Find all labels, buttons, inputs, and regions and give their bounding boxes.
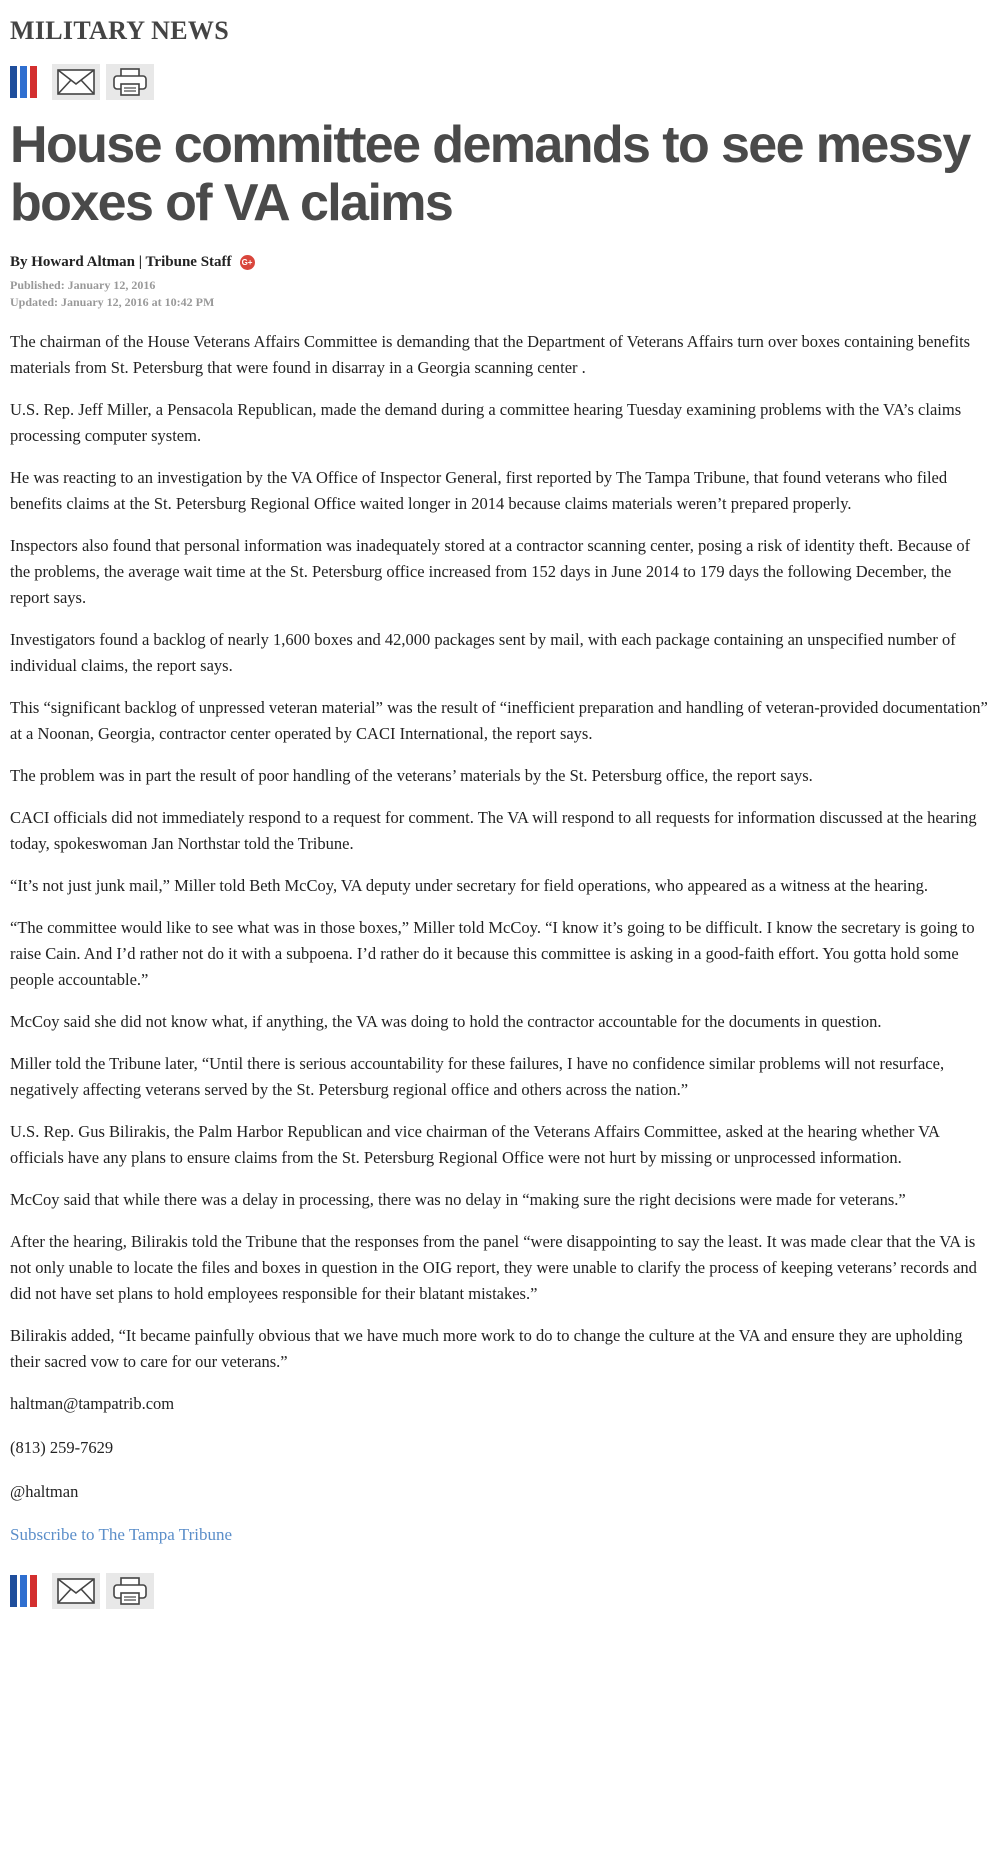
article-paragraph: CACI officials did not immediately respond to a request for comment. The VA will respond to all requests for information discussed at the hearing today, spokeswoman Jan Northstar told the Tribune.: [10, 808, 977, 853]
author-phone: (813) 259-7629: [10, 1438, 114, 1457]
article-paragraph: U.S. Rep. Gus Bilirakis, the Palm Harbor Republican and vice chairman of the Veterans Affairs Committee, asked at the hearing whether VA officials have any plans to ensure claims from the St. Petersburg Regional Office were not hurt by missing or unprocessed information.: [10, 1122, 939, 1167]
byline: By Howard Altman | Tribune Staff: [10, 254, 232, 270]
email-icon[interactable]: [52, 64, 100, 100]
article-paragraph: U.S. Rep. Jeff Miller, a Pensacola Republican, made the demand during a committee hearing Tuesday examining problems with the VA’s claims processing computer system.: [10, 400, 962, 445]
share-bar-segment: [10, 1575, 17, 1607]
article-paragraph: Bilirakis added, “It became painfully obvious that we have much more work to do to change the culture at the VA and ensure they are upholding their sacred vow to care for our veterans.”: [10, 1326, 963, 1371]
headline: House committee demands to see messy boxes of VA claims: [10, 116, 970, 232]
share-bar-segment: [30, 1575, 37, 1607]
share-bar-top: [10, 64, 990, 100]
article-paragraph: The problem was in part the result of poor handling of the veterans’ materials by the St. Petersburg office, the report says.: [10, 766, 813, 785]
author-email: haltman@tampatrib.com: [10, 1394, 175, 1413]
article-paragraph: After the hearing, Bilirakis told the Tribune that the responses from the panel “were disappointing to say the least. It was made clear that the VA is not only unable to locate the files and boxes in question in the OIG report, they were unable to clarify the process of keeping veterans’ records and did not have set plans to hold employees responsible for their blatant mistakes.”: [10, 1232, 977, 1303]
share-bars-icon[interactable]: [10, 64, 46, 100]
print-icon[interactable]: [106, 64, 154, 100]
share-bar-segment: [20, 66, 27, 98]
article-paragraph: This “significant backlog of unpressed veteran material” was the result of “inefficient preparation and handling of veteran-provided documentation” at a Noonan, Georgia, contractor center operated by CACI International, the report says.: [10, 698, 988, 743]
email-icon[interactable]: [52, 1573, 100, 1609]
share-bars-icon[interactable]: [10, 1573, 46, 1609]
article-paragraph: He was reacting to an investigation by the VA Office of Inspector General, first reported by The Tampa Tribune, that found veterans who filed benefits claims at the St. Petersburg Regional Office waited longer in 2014 because claims materials weren’t prepared properly.: [10, 468, 948, 513]
share-bar-segment: [20, 1575, 27, 1607]
updated-date: Updated: January 12, 2016 at 10:42 PM: [10, 295, 215, 309]
article-paragraph: The chairman of the House Veterans Affairs Committee is demanding that the Department of Veterans Affairs turn over boxes containing benefits materials from St. Petersburg that were found in disarray in a Georgia scanning center .: [10, 332, 971, 377]
article-paragraph: McCoy said that while there was a delay in processing, there was no delay in “making sure the right decisions were made for veterans.”: [10, 1190, 906, 1209]
byline-row: [10, 254, 990, 271]
share-bar-segment: [30, 66, 37, 98]
author-handle: @haltman: [10, 1482, 79, 1501]
article-paragraph: Miller told the Tribune later, “Until there is serious accountability for these failures, I have no confidence similar problems will not resurface, negatively affecting veterans served by the St. Petersburg regional office and others across the nation.”: [10, 1054, 945, 1099]
section-label: MILITARY NEWS: [10, 16, 229, 45]
print-icon[interactable]: [106, 1573, 154, 1609]
article-paragraph: “The committee would like to see what was in those boxes,” Miller told McCoy. “I know it’s going to be difficult. I know the secretary is going to raise Cain. And I’d rather not do it with a subpoena. I’d rather do it because this committee is asking in a good-faith effort. You gotta hold some people accountable.”: [10, 918, 975, 989]
share-bar-bottom: [10, 1573, 990, 1609]
article-body: [10, 329, 990, 1545]
published-date: Published: January 12, 2016: [10, 278, 156, 292]
article-paragraph: “It’s not just junk mail,” Miller told Beth McCoy, VA deputy under secretary for field operations, who appeared as a witness at the hearing.: [10, 876, 928, 895]
article-paragraph: Inspectors also found that personal information was inadequately stored at a contractor scanning center, posing a risk of identity theft. Because of the problems, the average wait time at the St. Petersburg office increased from 152 days in June 2014 to 179 days the following December, the report says.: [10, 536, 971, 607]
article-paragraph: McCoy said she did not know what, if anything, the VA was doing to hold the contractor accountable for the documents in question.: [10, 1012, 882, 1031]
share-bar-segment: [10, 66, 17, 98]
google-plus-icon[interactable]: G+: [240, 255, 255, 270]
article-paragraph: Investigators found a backlog of nearly 1,600 boxes and 42,000 packages sent by mail, with each package containing an unspecified number of individual claims, the report says.: [10, 630, 956, 675]
subscribe-link[interactable]: Subscribe to The Tampa Tribune: [10, 1525, 233, 1544]
